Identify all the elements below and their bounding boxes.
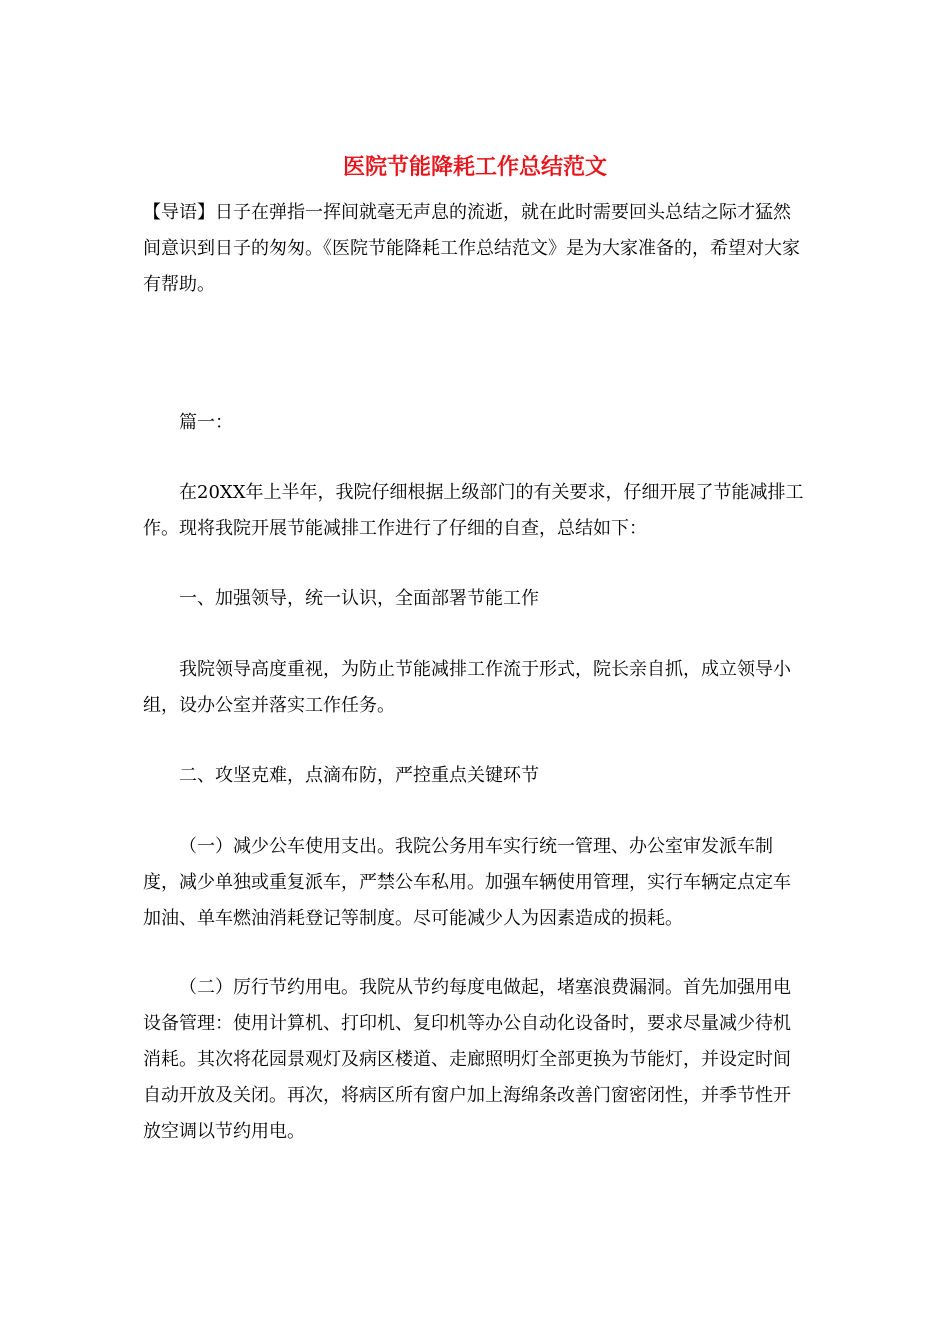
heading-one: 一、加强领导，统一认识，全面部署节能工作 <box>179 588 539 609</box>
opening-paragraph: 在20XX年上半年，我院仔细根据上级部门的有关要求，仔细开展了节能减排工作。现将我院开展节能减排工作进行了仔细的自查，总结如下： <box>143 482 804 539</box>
vehicle-paragraph: （一）减少公车使用支出。我院公务用车实行统一管理、办公室审发派车制度，减少单独或重复派车，严禁公车私用。加强车辆使用管理，实行车辆定点定车加油、单车燃油消耗登记等制度。尽可能减少人为因素造成的损耗。 <box>143 836 791 929</box>
section-label-part-one: 篇一： <box>179 412 233 433</box>
heading-two: 二、攻坚克难，点滴布防，严控重点关键环节 <box>179 765 539 786</box>
leadership-paragraph: 我院领导高度重视，为防止节能减排工作流于形式，院长亲自抓，成立领导小组，设办公室并落实工作任务。 <box>143 659 791 716</box>
document-title: 医院节能降耗工作总结范文 <box>342 154 607 180</box>
electricity-paragraph: （二）厉行节约用电。我院从节约每度电做起，堵塞浪费漏洞。首先加强用电设备管理：使用计算机、打印机、复印机等办公自动化设备时，要求尽量减少待机消耗。其次将花园景观灯及病区楼道、走廊照明灯全部更换为节能灯，并设定时间自动开放及关闭。再次，将病区所有窗户加上海绵条改善门窗密闭性，并季节性开放空调以节约用电。 <box>143 977 791 1142</box>
intro-paragraph: 【导语】日子在弹指一挥间就毫无声息的流逝，就在此时需要回头总结之际才猛然间意识到日子的匆匆。《医院节能降耗工作总结范文》是为大家准备的，希望对大家有帮助。 <box>143 202 800 295</box>
